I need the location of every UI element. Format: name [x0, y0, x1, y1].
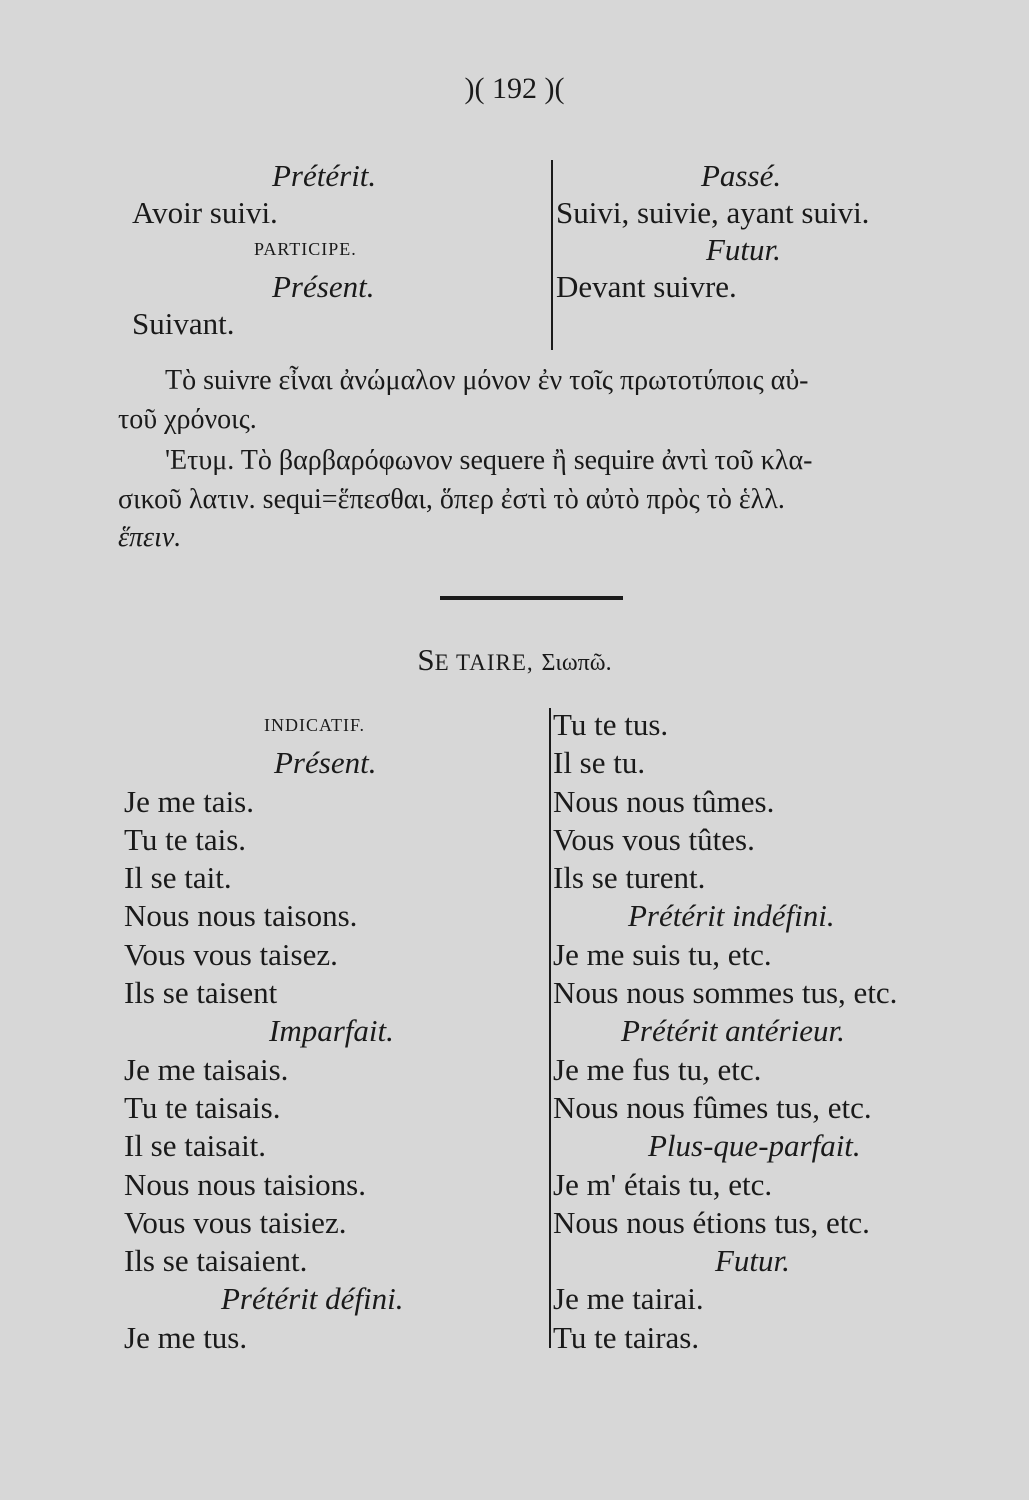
conj-line: Ils se taisent [124, 975, 278, 1011]
page-number: )( 192 )( [464, 72, 565, 105]
conj-line: Nous nous taisons. [124, 898, 358, 934]
conj-line: Nous nous tûmes. [553, 783, 775, 819]
futur-heading: Futur. [706, 232, 781, 267]
conj-line: Tu te taisais. [124, 1089, 281, 1125]
top-left-column [132, 157, 412, 342]
lower-column-divider [549, 708, 551, 1348]
preterit-anterieur-heading: Prétérit antérieur. [621, 1013, 845, 1049]
conjugation-right-column [553, 706, 983, 1357]
conj-line: Ils se taisaient. [124, 1243, 308, 1279]
note-line-3: 'Ετυμ. Τὸ βαρβαρόφωνον sequere ἢ sequire ἀντὶ τοῦ κλα- [165, 445, 813, 476]
title-greek: Σιωπῶ. [541, 650, 612, 676]
present-tense-heading: Présent. [274, 745, 377, 781]
conj-line: Nous nous étions tus, etc. [553, 1204, 870, 1240]
note-line-2: τοῦ χρόνοις. [118, 404, 257, 435]
conjugation-left-column [124, 706, 544, 1357]
conj-line: Nous nous taisions. [124, 1166, 366, 1202]
conj-line: Il se taisait. [124, 1128, 267, 1164]
conj-line: Je me tairai. [553, 1281, 704, 1317]
conj-line: Je me tus. [124, 1319, 248, 1355]
note-line-4: σικοῦ λατιν. sequi=ἕπεσθαι, ὅπερ ἐστὶ τὸ αὐτὸ πρὸς τὸ ἑλλ. [118, 484, 785, 515]
section-title [0, 642, 1029, 678]
title-initial: S [417, 642, 435, 677]
top-column-divider [551, 160, 553, 350]
conj-line: Je me taisais. [124, 1051, 289, 1087]
conj-line: Nous nous fûmes tus, etc. [553, 1089, 872, 1125]
preterit-form: Avoir suivi. [132, 195, 278, 230]
conj-line: Je m' étais tu, etc. [553, 1166, 773, 1202]
conj-line: Il se tu. [553, 745, 646, 781]
conj-line: Nous nous sommes tus, etc. [553, 975, 898, 1011]
note-line-5: ἕπειν. [118, 522, 182, 553]
passe-form: Suivi, suivie, ayant suivi. [556, 195, 870, 230]
conj-line: Ils se turent. [553, 860, 706, 896]
present-form: Suivant. [132, 306, 235, 341]
section-separator [440, 596, 623, 600]
note-line-1: Τὸ suivre εἶναι ἀνώμαλον μόνον ἐν τοῖς πρωτοτύποις αὐ- [165, 365, 809, 396]
imparfait-heading: Imparfait. [269, 1013, 394, 1049]
participe-heading: PARTICIPE. [254, 239, 357, 259]
conj-line: Tu te tais. [124, 821, 247, 857]
conj-line: Vous vous taisiez. [124, 1204, 347, 1240]
indicatif-heading: INDICATIF. [264, 715, 366, 735]
conj-line: Je me tais. [124, 783, 254, 819]
passe-heading: Passé. [701, 158, 782, 193]
preterit-heading: Prétérit. [272, 158, 377, 193]
conj-line: Tu te tus. [553, 707, 669, 742]
futur-tense-heading: Futur. [715, 1243, 790, 1279]
preterit-indefini-heading: Prétérit indéfini. [628, 898, 835, 934]
conj-line: Vous vous tûtes. [553, 821, 755, 857]
plus-que-parfait-heading: Plus-que-parfait. [648, 1128, 861, 1164]
title-rest: E TAIRE, [434, 650, 534, 675]
futur-form: Devant suivre. [556, 269, 737, 304]
conj-line: Je me fus tu, etc. [553, 1051, 762, 1087]
preterit-defini-heading: Prétérit défini. [221, 1281, 404, 1317]
conj-line: Vous vous taisez. [124, 936, 338, 972]
conj-line: Je me suis tu, etc. [553, 936, 772, 972]
top-right-column [556, 157, 956, 305]
conj-line: Il se tait. [124, 860, 232, 896]
present-heading: Présent. [272, 269, 375, 304]
conj-line: Tu te tairas. [553, 1319, 700, 1355]
